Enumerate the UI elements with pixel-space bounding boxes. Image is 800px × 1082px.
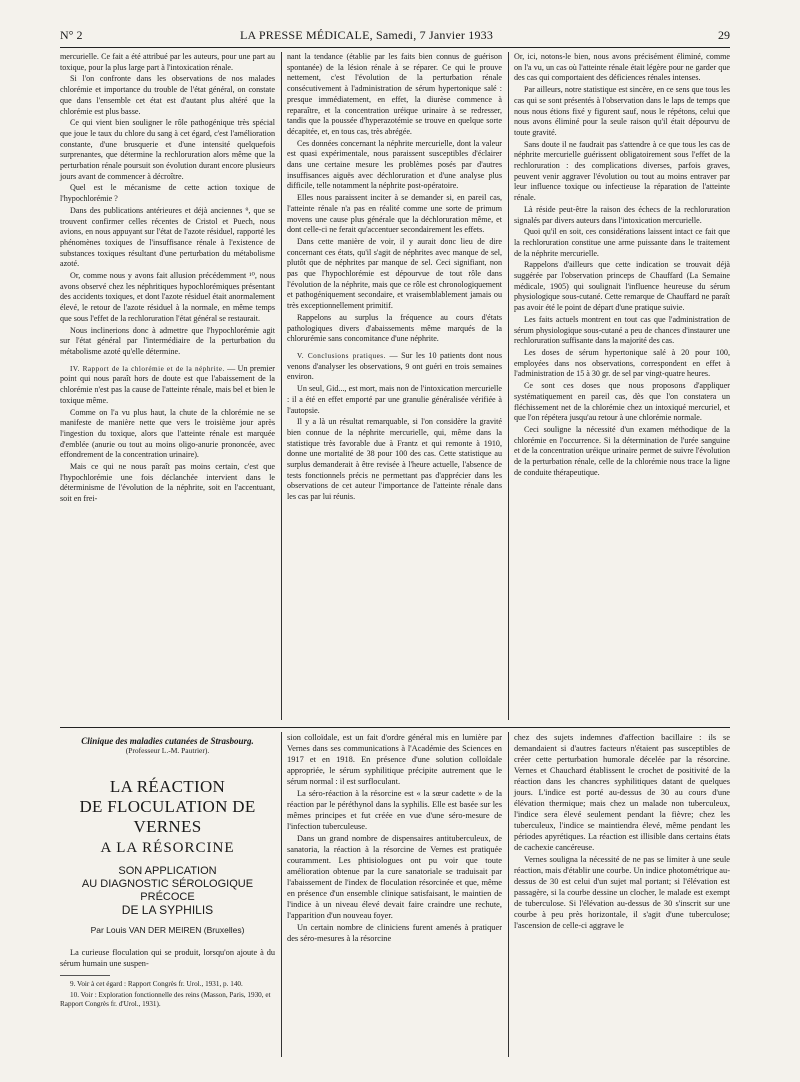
footnote-9: 9. Voir à cet égard : Rapport Congrès fr. Urol., 1931, p. 140. [70, 980, 243, 988]
paragraph: Si l'on confronte dans les observations de nos malades chlorémie et importance du trouble de l'état général, on constate que dans l'ensemble cet état est d'autant plus altéré que la chlorémie est plus basse. [60, 74, 275, 116]
paragraph: Un seul, Gid..., est mort, mais non de l'intoxication mercurielle : il a été en effet emporté par une granulie généralisée vérifiée à l'autopsie. [287, 384, 502, 415]
footnotes [60, 980, 275, 1010]
paragraph: Vernes souligna la nécessité de ne pas se limiter à une seule réaction, mais d'établir une courbe. Un indice photométrique au-dessus de 30 est celui d'un sujet mal portant; si l'élévation est passagère, si la courbe dessine un clocher, le malade est exempt de tuberculose. Si l'élévation au-dessus de 30 s'inscrit sur une courbe à peu près horizontale, il s'agit d'une tuberculose; l'ascension de celle-ci aggrave le [514, 855, 730, 930]
paragraph: La curieuse floculation qui se produit, lorsqu'on ajoute à du sérum humain une suspen- [60, 948, 275, 968]
paragraph: Dans cette manière de voir, il y aurait donc lieu de dire concernant ces états, qu'il s'agit de néphrites avec manque de sel, plutôt que de néphrites par manque de sel. Ceci signifiant, non pas que l'hypochlorémie est dépourvue de tout rôle dans l'évolution de la néphrite, mais que ce rôle est chronologiquement et pathogéniquement secondaire, et vraisemblablement jamais ou très exceptionnellement primitif. [287, 236, 502, 311]
paragraph: Nous inclinerions donc à admettre que l'hypochlorémie agit sur l'état général par l'intermédiaire de la perturbation du métabolisme azoté qu'elle détermine. [60, 325, 275, 356]
paragraph: nant la tendance (établie par les faits bien connus de guérison spontanée) de la lésion rénale à se réparer. Ce qui le prouve nettement, c'est l'évolution de la perturbation rénale consécutivement à l'administration de sérum hypertonique salé : presque immédiatement, en effet, la diurèse commence à reparaître, et la concentration uréique urinaire à se redresser, tandis que la poussée d'hyperazotémie se trouve en quelque sorte décapitée, et, en tous cas, très abrégée. [287, 52, 502, 136]
paragraph: Il y a là un résultat remarquable, si l'on considère la gravité bien connue de la néphrite mercurielle, qui, même dans la statistique très favorable due à Frantz et qui remonte à 1910, donne une mortalité de 38 pour 100 des cas. Cette statistique au surplus demanderait à être revisée à l'heure actuelle, l'absence de tests fonctionnels précis ne permettant pas d'apprécier dans les observations de cet auteur l'importance de l'atteinte rénale dans les cas par lui réunis. [287, 417, 502, 502]
upper-column-1 [60, 52, 275, 506]
column-rule [281, 52, 282, 720]
lower-column-2 [287, 732, 502, 945]
upper-column-3 [514, 52, 730, 479]
paragraph: Mais ce qui ne nous paraît pas moins certain, c'est que l'hypochlorémie une fois déclanchée intervient dans le déterminisme de l'évolution de la néphrite, soit en l'accentuant, soit en frei- [60, 462, 275, 504]
section-heading-v: V. Conclusions pratiques. [297, 351, 386, 360]
paragraph-text: — Sur les 10 patients dont nous venons d'analyser les observations, 9 ont guéri en trois semaines environ. [287, 350, 502, 382]
header-rule [60, 47, 730, 48]
article-title-block [60, 736, 275, 1011]
section-paragraph [287, 351, 502, 383]
upper-column-2 [287, 52, 502, 504]
paragraph: Ceci souligne la nécessité d'un examen méthodique de la chlorémie en l'occurrence. Si la détermination de l'urée sanguine et de la concentration uréique urinaire permet de suivre l'évolution de la perturbation rénale, celle de la chlorémie nous trace la ligne de conduite thérapeutique. [514, 424, 730, 477]
professor-name: (Professeur L.-M. Pautrier). [125, 746, 210, 755]
page-number: 29 [718, 28, 730, 42]
paragraph: Dans des publications antérieures et déjà anciennes ⁹, que se trouvent confirmer celles récentes de Cristol et Puech, nous avions, en nous appuyant sur l'état de l'azote résiduel, rapporté les phénomènes toxiques de l'insuffisance rénale à l'existence de substances toxiques résultant d'une perturbation du métabolisme azoté. [60, 205, 275, 269]
section-paragraph [60, 364, 275, 407]
article-title-line-1: LA RÉACTION [109, 777, 226, 796]
paragraph: mercurielle. Ce fait a été attribué par les auteurs, pour une part au toxique, pour la plus large part à l'intoxication rénale. [60, 52, 275, 72]
section-heading-iv: IV. Rapport de la chlorémie et de la néphrite. [70, 364, 225, 373]
paragraph: Là réside peut-être la raison des échecs de la rechloruration signalés par divers auteurs dans l'intoxication mercurielle. [514, 204, 730, 225]
journal-title: LA PRESSE MÉDICALE, Samedi, 7 Janvier 1933 [240, 28, 494, 42]
column-rule [508, 52, 509, 720]
article-byline: Par Louis VAN DER MEIREN (Bruxelles) [90, 925, 245, 935]
footnote-rule [60, 975, 110, 976]
paragraph: Rappelons au surplus la fréquence au cours d'états pathologiques divers d'abaissements même marqués de la chlorurémie sans concomitance d'une néphrite. [287, 312, 502, 344]
paragraph: Quel est le mécanisme de cette action toxique de l'hypochlorémie ? [60, 183, 275, 204]
clinic-name: Clinique des maladies cutanées de Strasbourg. [81, 736, 254, 746]
paragraph: Ces données concernant la néphrite mercurielle, dont la valeur est quasi expérimentale, nous paraissent susceptibles d'éclairer dans une certaine mesure les problèmes posés par d'autres insuffisances aiguës avec déchloruration et d'une analyse plus difficile, telle notamment la néphrite post-opératoire. [287, 138, 502, 191]
paragraph: Or, ici, notons-le bien, nous avons précisément éliminé, comme on l'a vu, un cas où l'atteinte rénale était légère pour ne garder que des cas qui comportaient des déficiences rénales intenses. [514, 52, 730, 83]
section-divider [60, 727, 730, 728]
paragraph: Elles nous paraissent inciter à se demander si, en pareil cas, l'atteinte rénale n'a pas en réalité comme une sorte de primum movens une cause plus générale que la déchloruration même, et dont celle-ci ne ferait qu'accentuer secondairement les effets. [287, 193, 502, 235]
paragraph: Or, comme nous y avons fait allusion précédemment ¹⁰, nous avons observé chez les néphritiques hypochlorémiques présentant des accidents toxiques, et dont l'azote résiduel était anormalement élevé, le retour de l'azote résiduel à la normale, en même temps que sous l'effet de la rechloruration l'état général se restaurait. [60, 271, 275, 323]
paragraph-text: — Un premier point qui nous paraît hors de doute est que l'abaissement de la chlorémie n'est pas la cause de l'atteinte rénale, mais bel et bien le toxique même. [60, 363, 276, 405]
article-subtitle-line-1: SON APPLICATION [118, 865, 217, 877]
article-subtitle-line-2: AU DIAGNOSTIC SÉROLOGIQUE PRÉCOCE [81, 878, 254, 903]
paragraph: chez des sujets indemnes d'affection bacillaire : ils se demandaient si d'autres facteurs n'étaient pas susceptibles de créer cette perturbation humorale décelée par la résorcine. Vernes et Chauchard établissent le crochet de positivité de la réaction dans les chancres syphilitiques datant de quelques jours. L'indice est porté au-dessus de 30 au cours d'une élévation thermique; mais chez un malade non tuberculeux, l'indice sera élevé seulement pendant la fièvre; chez les tuberculeux, l'indice se maintiendra élevé, même pendant les périodes apyrétiques. La réaction est illisible dans certains états de cachexie cancéreuse. [514, 733, 730, 852]
paragraph: Les faits actuels montrent en tout cas que l'administration de sérum physiologique sous-cutané a peu de chances d'instaurer une rechloruration suffisante dans la majorité des cas. [514, 314, 730, 346]
paragraph: Comme on l'a vu plus haut, la chute de la chlorémie ne se manifeste de manière nette que vers le troisième jour après l'ingestion du toxique, alors que l'atteinte rénale est marquée d'emblée (anurie ou tout au moins oligo-anurie prononcée, avec effondrement de la concentration urinaire). [60, 407, 275, 460]
paragraph: Rappelons d'ailleurs que cette indication se trouvait déjà suggérée par l'observation princeps de Chauffard (La Semaine médicale, 1905) qui soulignait l'influence heureuse du sérum physiologique sous-cutané. Cette remarque de Chauffard ne paraît pas avoir été le point de départ d'une pratique suivie. [514, 260, 730, 313]
page-header [60, 28, 730, 44]
footnote-10: 10. Voir : Exploration fonctionnelle des reins (Masson, Paris, 1930, et Rapport Congrès fr. d'Urol., 1931). [60, 990, 271, 1008]
paragraph: Ce sont ces doses que nous proposons d'appliquer systématiquement en pareil cas, dès que l'on constatera un fléchissement net de la chlorémie chez un intoxiqué mercuriel, et que l'on répétera jusqu'au retour à une chlorémie normale. [514, 381, 730, 423]
article-title-line-2: DE FLOCULATION DE VERNES [79, 797, 256, 836]
paragraph: Sans doute il ne faudrait pas s'attendre à ce que tous les cas de néphrite mercurielle guérissent obligatoirement sous l'effet de la rechloruration : des complications diverses, parfois graves, peuvent venir aggraver l'évolution ou tout au moins entraver par leur influence toxique ou infectieuse la réparation de l'atteinte rénale. [514, 139, 730, 203]
paragraph: Un certain nombre de cliniciens furent amenés à pratiquer des séro-mesures à la résorcine [287, 923, 502, 943]
paragraph: sion colloïdale, est un fait d'ordre général mis en lumière par Vernes dans ses communications à l'Académie des Sciences en 1917 et en 1918. En présence d'une solution colloïdale appropriée, le sérum syphilitique précipite autrement que le sérum normal : il est surfloculant. [287, 733, 502, 786]
paragraph: Quoi qu'il en soit, ces considérations laissent intact ce fait que la rechloruration constitue une arme puissante dans le traitement de la néphrite mercurielle. [514, 227, 730, 258]
article-title-line-3: A LA RÉSORCINE [100, 840, 235, 856]
paragraph: La séro-réaction à la résorcine est « la sœur cadette » de la réaction par le péréthynol dans la syphilis. Elle est basée sur les mêmes principes et fut créée en vue d'une séro-mesure de l'infection tuberculeuse. [287, 789, 502, 831]
column-rule [281, 732, 282, 1057]
column-rule [508, 732, 509, 1057]
paragraph: Par ailleurs, notre statistique est sincère, en ce sens que tous les cas qui se sont présentés à l'observation dans le laps de temps que nous nous étions fixé y figurent sauf, nous le répétons, celui que nous avons éliminé pour la seule raison qu'il était dépourvu de toute gravité. [514, 85, 730, 137]
paragraph: Dans un grand nombre de dispensaires antituberculeux, de sanatoria, la réaction à la résorcine de Vernes est pratiquée couramment. Les phtisiologues ont pu voir que toute amélioration obtenue par la cure sanatoriale se traduisait par l'abaissement de l'index de floculation résorcinée et que, même en présence d'un ensemble clinique satisfaisant, le maintien de l'indice à un niveau élevé devait faire craindre une rechute, l'apparition d'un nouveau foyer. [287, 834, 502, 920]
paragraph: Les doses de sérum hypertonique salé à 20 pour 100, employées dans nos observations, correspondent en effet à l'administration de 15 à 30 gr. de sel par vingt-quatre heures. [514, 347, 730, 379]
article-subtitle-line-3: DE LA SYPHILIS [121, 903, 214, 917]
lower-column-3 [514, 732, 730, 932]
article-intro [60, 947, 275, 969]
paragraph: Ce qui vient bien souligner le rôle pathogénique très spécial que joue le taux du chlore du sang à cet égard, c'est l'amélioration constante, d'une brusquerie et d'une intensité quelquefois surprenantes, que détermine la rechloruration alors même que la perturbation rénale poursuit son évolution durant encore plusieurs jours avant de commencer à décroître. [60, 118, 275, 181]
issue-number: N° 2 [60, 28, 83, 42]
